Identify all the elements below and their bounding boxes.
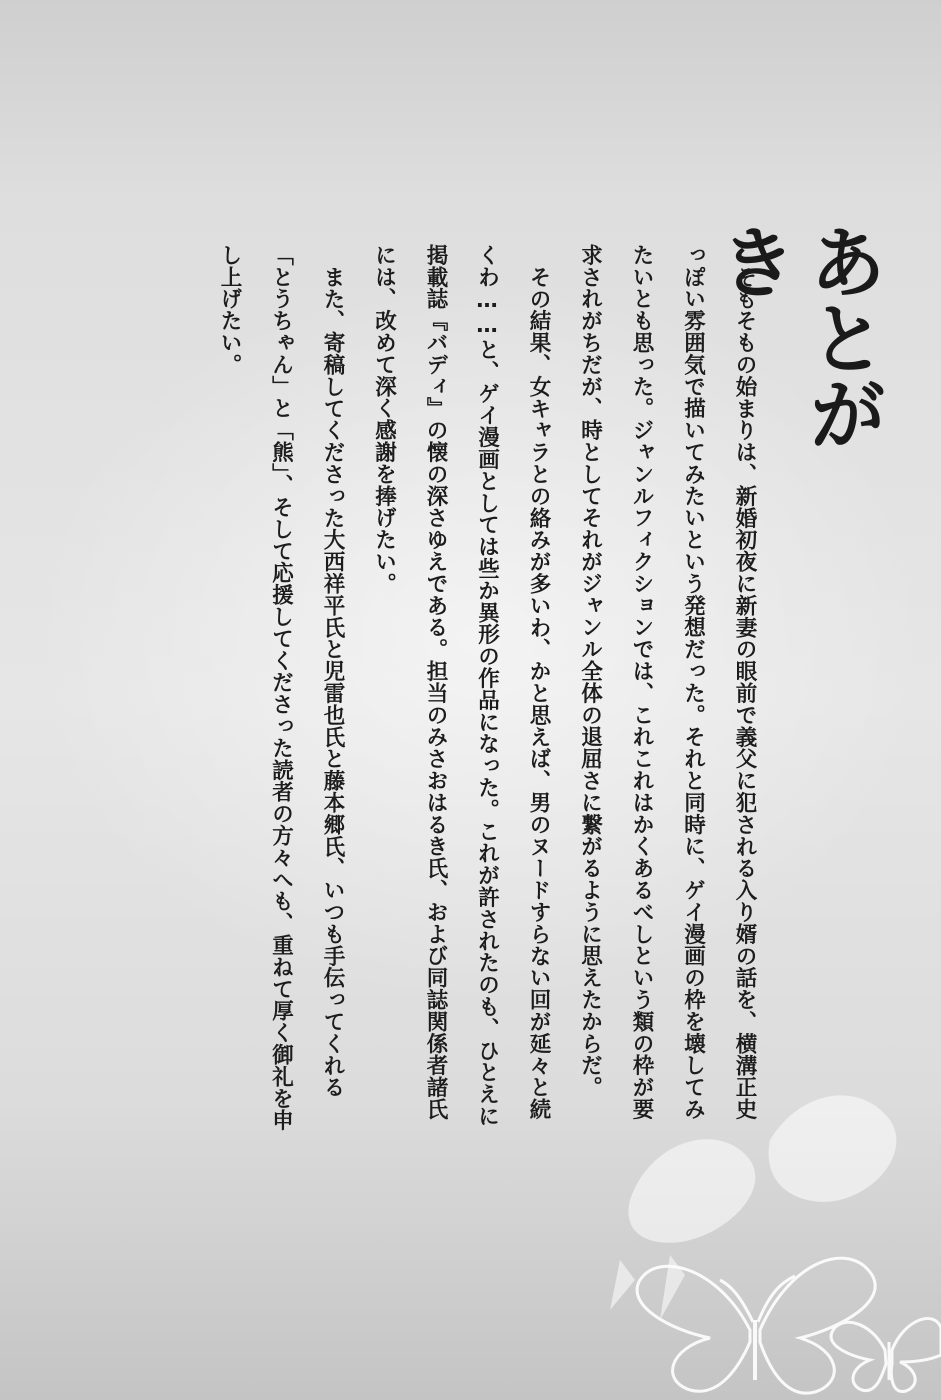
butterfly-decoration-icon xyxy=(600,1080,941,1400)
paragraph-2: その結果、女キャラとの絡みが多いわ、かと思えば、男のヌードすらない回が延々と続くわ……と、ゲイ漫画としては些か異形の作品になった。これが許されたのも、ひとえに掲載誌『バディ』の懐の深さゆえである。担当のみさおはるき氏、および同誌関係者諸氏には、改めて深く感謝を捧げたい。 xyxy=(371,244,551,1127)
page-title: あとがき xyxy=(706,222,887,450)
paragraph-1: そもそもの始まりは、新婚初夜に新妻の眼前で義父に犯される入り婿の話を、横溝正史っぽい雰囲気で描いてみたいという発想だった。それと同時に、ゲイ漫画の枠を壊してみたいとも思った。ジャンルフィクションでは、これこれはかくあるべしという類の枠が要求されがちだが、時としてそれがジャンル全体の退屈さに繋がるように思えたからだ。 xyxy=(577,244,757,1120)
afterword-body xyxy=(150,244,770,1134)
paragraph-3: また、寄稿してくださった大西祥平氏と児雷也氏と藤本郷氏、いつも手伝ってくれる「とうちゃん」と「熊」、そして応援してくださった読者の方々へも、重ねて厚く御礼を申し上げたい。 xyxy=(217,244,345,1132)
